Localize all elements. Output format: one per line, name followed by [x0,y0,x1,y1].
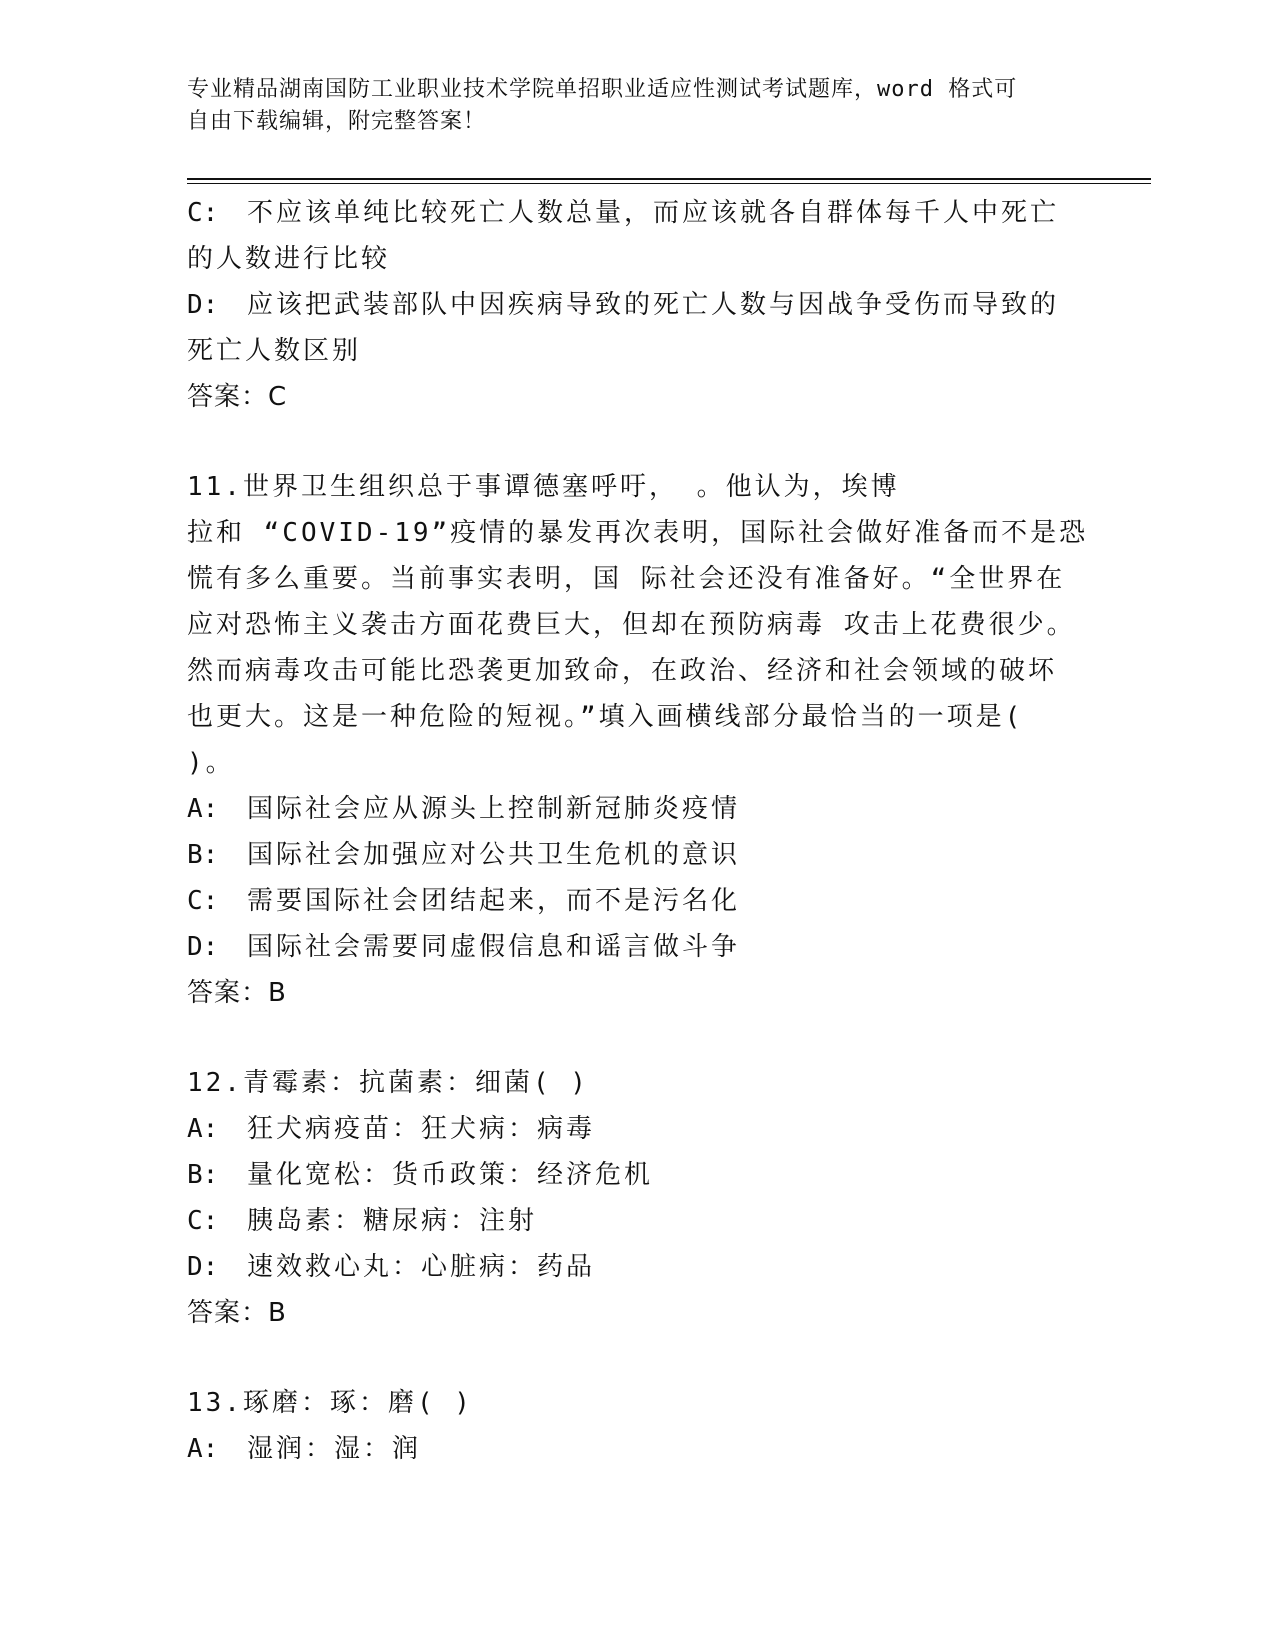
option-d [187,282,1077,328]
option-text: 需要国际社会团结起来，而不是污名化 [247,886,741,916]
option-text: 量化宽松：货币政策：经济危机 [247,1160,654,1190]
header-divider-thick [187,178,1151,180]
option-text: 速效救心丸：心脏病：药品 [247,1252,596,1282]
q11-option-b [187,832,1077,878]
q11-stem-line-6: 也更大。这是一种危险的短视。”填入画横线部分最恰当的一项是( [187,702,1024,732]
option-letter: D: [187,290,219,320]
header-line-2: 自由下载编辑，附完整答案！ [187,109,487,134]
header-line-1: 专业精品湖南国防工业职业技术学院单招职业适应性测试考试题库，word 格式可 [187,77,1018,102]
option-c [187,190,1077,236]
answer-line: 答案：C [187,382,288,412]
spacer [187,420,1077,464]
option-letter: D: [187,1252,219,1282]
option-letter: B: [187,1160,219,1190]
q12-option-a [187,1106,1077,1152]
option-letter: A: [187,1114,219,1144]
q13-stem: 13.琢磨：琢：磨( ) [187,1388,473,1418]
option-letter: A: [187,794,219,824]
option-c-continued: 的人数进行比较 [187,244,391,274]
q11-option-d [187,924,1077,970]
option-text: 不应该单纯比较死亡人数总量，而应该就各自群体每千人中死亡 [247,198,1060,228]
option-text: 国际社会应从源头上控制新冠肺炎疫情 [247,794,741,824]
q11-stem-line-2: 拉和 “COVID-19”疫情的暴发再次表明，国际社会做好准备而不是恐 [187,518,1089,548]
option-letter: C: [187,198,219,228]
spacer [187,1016,1077,1060]
option-text: 国际社会需要同虚假信息和谣言做斗争 [247,932,741,962]
q11-stem-line-4: 应对恐怖主义袭击方面花费巨大，但却在预防病毒 攻击上花费很少。 [187,610,1076,640]
q12-option-b [187,1152,1077,1198]
option-text: 狂犬病疫苗：狂犬病：病毒 [247,1114,596,1144]
q12-option-c [187,1198,1077,1244]
q12-option-d [187,1244,1077,1290]
q11-option-a [187,786,1077,832]
option-letter: A: [187,1434,219,1464]
option-d-continued: 死亡人数区别 [187,336,362,366]
option-letter: C: [187,1206,219,1236]
spacer [187,1336,1077,1380]
document-body [187,190,1089,1472]
option-text: 胰岛素：糖尿病：注射 [247,1206,538,1236]
q11-option-c [187,878,1077,924]
option-text: 应该把武装部队中因疾病导致的死亡人数与因战争受伤而导致的 [247,290,1060,320]
option-letter: B: [187,840,219,870]
q12-stem: 12.青霉素：抗菌素：细菌( ) [187,1068,589,1098]
option-text: 湿润：湿：润 [247,1434,422,1464]
option-letter: D: [187,932,219,962]
document-header [187,74,1067,138]
header-divider-thin [187,183,1151,184]
option-letter: C: [187,886,219,916]
q12-answer: 答案：B [187,1298,287,1328]
q11-stem-line-3: 慌有多么重要。当前事实表明，国 际社会还没有准备好。“全世界在 [187,564,1066,594]
q11-stem-line-7: )。 [187,748,235,778]
q11-stem-line-5: 然而病毒攻击可能比恐袭更加致命，在政治、经济和社会领域的破坏 [187,656,1058,686]
q11-answer: 答案：B [187,978,287,1008]
q11-stem-line-1: 11.世界卫生组织总于事谭德塞呼吁， 。他认为，埃博 [187,472,900,502]
q13-option-a [187,1426,1077,1472]
option-text: 国际社会加强应对公共卫生危机的意识 [247,840,741,870]
